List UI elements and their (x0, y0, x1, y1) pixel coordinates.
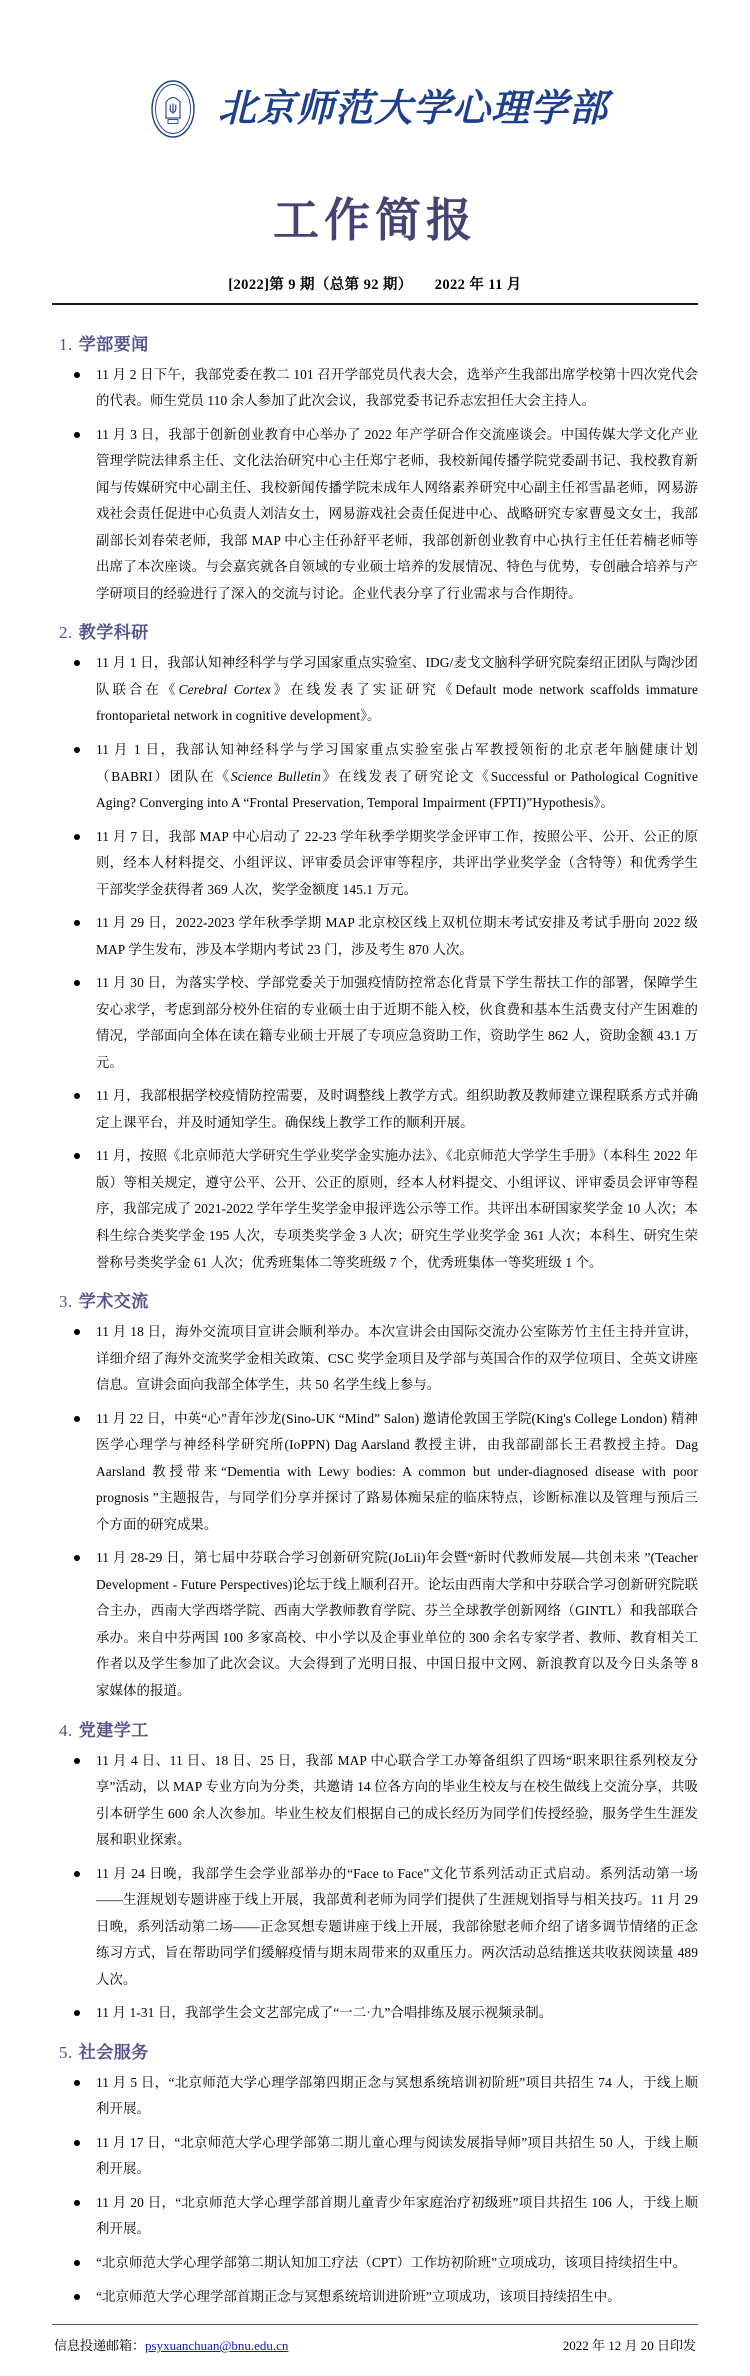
list-item: 11 月 5 日，“北京师范大学心理学部第四期正念与冥想系统培训初阶班”项目共招生 74 人，于线上顺利开展。 (52, 2070, 698, 2123)
list-item: 11 月 17 日，“北京师范大学心理学部第二期儿童心理与阅读发展指导师”项目共招生 50 人，于线上顺利开展。 (52, 2130, 698, 2183)
contact-email-label: 信息投递邮箱： (54, 2338, 146, 2354)
issue-number: [2022]第 9 期（总第 92 期） (228, 276, 413, 293)
list-item: 11 月 18 日，海外交流项目宣讲会顺利举办。本次宣讲会由国际交流办公室陈芳竹主任主持并宣讲，详细介绍了海外交流奖学金相关政策、CSC 奖学金项目及学部与英国合作的双学位项目、全英文讲座信息。宣讲会面向我部全体学生，共 50 名学生线上参与。 (52, 1319, 698, 1399)
contact-email-link[interactable]: psyxuanchuan@bnu.edu.cn (145, 2338, 289, 2354)
section-item-list (52, 362, 698, 608)
section-heading (59, 330, 698, 355)
bnu-psychology-seal-icon (142, 78, 204, 140)
list-item: 11 月 30 日，为落实学校、学部党委关于加强疫情防控常态化背景下学生帮扶工作的部署，保障学生安心求学，考虑到部分校外住宿的专业硕士由于近期不能入校，伙食费和基本生活费支付产生困难的情况，学部面向全体在读在籍专业硕士开展了专项应急资助工作，资助学生 862 人，资助金额 43.1 万元。 (52, 970, 698, 1076)
print-date: 2022 年 12 月 20 日印发 (562, 2338, 696, 2354)
list-item: 11 月 24 日晚，我部学生会学业部举办的“Face to Face”文化节系列活动正式启动。系列活动第一场——生涯规划专题讲座于线上开展，我部黄利老师为同学们提供了生涯规划指导与相关技巧。11 月 29 日晚，系列活动第二场——正念冥想专题讲座于线上开展，我部徐慰老师介绍了诸多调节情绪的正念练习方式，旨在帮助同学们缓解疫情与期末周带来的双重压力。两次活动总结推送共收获阅读量 489 人次。 (52, 1861, 698, 1994)
section-title: 学部要闻 (78, 334, 149, 354)
list-item: 11 月 1 日，我部认知神经科学与学习国家重点实验室张占军教授领衔的北京老年脑健康计划（BABRI）团队在《Science Bulletin》在线发表了研究论文《Successful or Pathological Cognitive Aging? Converging into A “Frontal Preservation, Temporal Impairment (FPTI)”Hypothesis》。 (52, 737, 698, 817)
list-item: 11 月 7 日，我部 MAP 中心启动了 22-23 学年秋季学期奖学金评审工作，按照公平、公开、公正的原则，经本人材料提交、小组评议、评审委员会评审等程序，共评出学业奖学金（含特等）和优秀学生干部奖学金获得者 369 人次，奖学金额度 145.1 万元。 (52, 824, 698, 904)
section-number: 5. (59, 2042, 73, 2062)
section-item-list (52, 1319, 698, 1704)
section-title: 教学科研 (78, 623, 149, 643)
section-xueshu-jiaoliu (52, 1287, 698, 1704)
list-item: 11 月 29 日，2022-2023 学年秋季学期 MAP 北京校区线上双机位期末考试安排及考试手册向 2022 级 MAP 学生发布，涉及本学期内考试 23 门，涉及考生 870 人次。 (52, 910, 698, 963)
issue-date: 2022 年 11 月 (434, 276, 522, 293)
section-title: 学术交流 (78, 1292, 149, 1312)
list-item: 11 月，我部根据学校疫情防控需要，及时调整线上教学方式。组织助教及教师建立课程联系方式并确定上课平台，并及时通知学生。确保线上教学工作的顺利开展。 (52, 1083, 698, 1136)
section-heading (59, 1716, 698, 1741)
list-item: “北京师范大学心理学部首期正念与冥想系统培训进阶班”立项成功，该项目持续招生中。 (52, 2284, 698, 2311)
section-number: 1. (59, 334, 73, 354)
list-item: 11 月 3 日，我部于创新创业教育中心举办了 2022 年产学研合作交流座谈会。中国传媒大学文化产业管理学院法律系主任、文化法治研究中心主任郑宁老师，我校新闻传播学院党委副书记、我校教育新闻与传媒研究中心副主任、我校新闻传播学院未成年人网络素养研究中心副主任祁雪晶老师，网易游戏社会责任促进中心负责人刘洁女士，网易游戏社会责任促进中心、战略研究专家曹曼文女士，我部副部长刘春荣老师，我部 MAP 中心主任孙舒平老师，我部创新创业教育中心执行主任任若楠老师等出席了本次座谈。与会嘉宾就各自领域的专业硕士培养的发展情况、特色与优势，专创融合培养与产学研项目的经验进行了深入的交流与讨论。企业代表分享了行业需求与合作期待。 (52, 422, 698, 608)
issue-line (52, 273, 698, 294)
list-item: 11 月 22 日，中英“心”青年沙龙(Sino-UK “Mind” Salon) 邀请伦敦国王学院(King's College London) 精神医学心理学与神经科学研究所(IoPPN) Dag Aarsland 教授主讲，由我部副部长王君教授主持。Dag Aarsland 教授带来“Dementia with Lewy bodies: A common but under-diagnosed disease with poor prognosis ”主题报告，与同学们分享并探讨了路易体痴呆症的临床特点，诊断标准以及管理与预后三个方面的研究成果。 (52, 1406, 698, 1539)
section-dangjian-xuegong (52, 1716, 698, 2027)
sections-container (52, 305, 698, 2310)
section-shehui-fuwu (52, 2038, 698, 2310)
section-jiaoxue-keyan (52, 618, 698, 1276)
list-item: 11 月 4 日、11 日、18 日、25 日，我部 MAP 中心联合学工办筹备组织了四场“职来职往系列校友分享”活动，以 MAP 专业方向为分类，共邀请 14 位各方向的毕业生校友与在校生做线上交流分享，共吸引本研学生 600 余人次参加。毕业生校友们根据自己的成长经历为同学们传授经验，服务学生生涯发展和职业探索。 (52, 1748, 698, 1854)
section-number: 4. (59, 1720, 73, 1740)
section-item-list (52, 650, 698, 1276)
list-item: 11 月 28-29 日，第七届中芬联合学习创新研究院(JoLii)年会暨“新时代教师发展—共创未来 ”(Teacher Development - Future Perspectives)论坛于线上顺利召开。论坛由西南大学和中芬联合学习创新研究院联合主办，西南大学西塔学院、西南大学教师教育学院、芬兰全球教学创新网络（GINTL）和我部联合承办。来自中芬两国 100 多家高校、中小学以及企事业单位的 300 余名专家学者、教师、教育相关工作者以及学生参加了此次会议。大会得到了光明日报、中国日报中文网、新浪教育以及今日头条等 8 家媒体的报道。 (52, 1545, 698, 1704)
section-item-list (52, 1748, 698, 2027)
section-item-list (52, 2070, 698, 2310)
section-xuebu-yaowen (52, 330, 698, 608)
list-item: 11 月 1-31 日，我部学生会文艺部完成了“一二·九”合唱排练及展示视频录制。 (52, 2000, 698, 2027)
list-item: “北京师范大学心理学部第二期认知加工疗法（CPT）工作坊初阶班”立项成功，该项目持续招生中。 (52, 2250, 698, 2277)
page-title: 工作简报 (273, 195, 477, 246)
section-title: 党建学工 (78, 1720, 149, 1740)
section-number: 3. (59, 1292, 73, 1312)
section-heading (59, 2038, 698, 2063)
section-title: 社会服务 (78, 2042, 149, 2062)
list-item: 11 月，按照《北京师范大学研究生学业奖学金实施办法》、《北京师范大学学生手册》（本科生 2022 年版）等相关规定，遵守公平、公开、公正的原则，经本人材料提交、小组评议、评审委员会评审等程序，我部完成了 2021-2022 学年学生奖学金申报评选公示等工作。共评出本研国家奖学金 10 人次；本科生综合类奖学金 195 人次，专项类奖学金 3 人次；研究生学业奖学金 361 人次；本科生、研究生荣誉称号类奖学金 61 人次；优秀班集体二等奖班级 7 个，优秀班集体一等奖班级 1 个。 (52, 1143, 698, 1276)
section-number: 2. (59, 623, 73, 643)
list-item: 11 月 1 日，我部认知神经科学与学习国家重点实验室、IDG/麦戈文脑科学研究院秦绍正团队与陶沙团队联合在《Cerebral Cortex》在线发表了实证研究《Default mode network scaffolds immature frontoparietal network in cognitive development》。 (52, 650, 698, 730)
contact-email (54, 2335, 288, 2354)
list-item: 11 月 2 日下午，我部党委在教二 101 召开学部党员代表大会，选举产生我部出席学校第十四次党代会的代表。师生党员 110 余人参加了此次会议，我部党委书记乔志宏担任大会主持人。 (52, 362, 698, 415)
section-heading (59, 618, 698, 643)
section-heading (59, 1287, 698, 1312)
page-footer (52, 2325, 698, 2376)
organization-name: 北京师范大学心理学部 (217, 88, 608, 130)
masthead (52, 0, 698, 144)
list-item: 11 月 20 日，“北京师范大学心理学部首期儿童青少年家庭治疗初级班”项目共招生 106 人，于线上顺利开展。 (52, 2190, 698, 2243)
